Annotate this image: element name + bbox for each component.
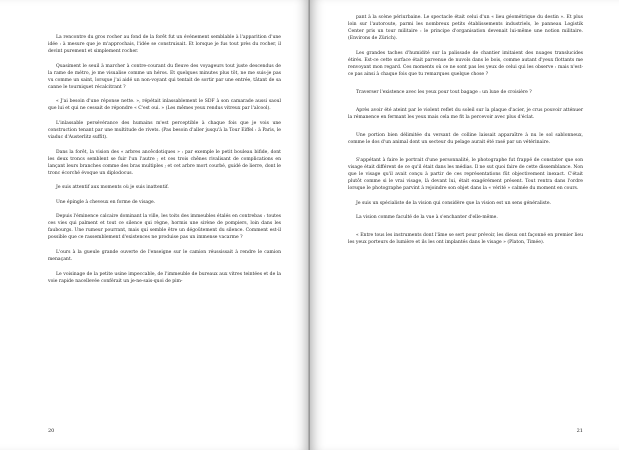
paragraph-rivets: L'inlassable persévérance des humains m'est perceptible à chaque fois que je vois une construction tenant par une multitude de rivets. (Pas besoin d'aller jusqu'à la Tour Eiffel : à Paris, le viaduc d'Austerlitz suffit). [48,120,281,141]
paragraph-rocher: La rencontre du gros rocher au fond de la forêt fut un événement semblable à l'apparition d'une idée : à mesure que je m'approchais, l'idée se construisait. Et lorsque je fus tout près du rocher, il devint purement et simplement rocher. [48,35,281,55]
paragraph-specialiste: Je suis un spécialiste de la vision qui considère que la vision est un sens généraliste. [356,200,551,206]
paragraph-sdf: « J'ai besoin d'une réponse nette. », répétait inlassablement le SDF à son camarade aussi saoul que lui et qui ne cessait de répondre « C'est oui. » (Les mêmes yeux rendus vitreux par l'alcool). [48,99,281,112]
paragraph-photographe: S'appétant à faire le portrait d'une personnalité, le photographe fut frappé de constater que son visage était différent de ce qu'il était dans les médias. Il ne sut quoi faire de cette dissemblance. Non que le visage qu'il avait conçu à partir de ces représentations fût objectivement inexact. C'était plutôt comme si le vrai visage, là devant lui, était exagérément présent. Tout rentra dans l'ordre lorsque le photographe parvint à rejoindre son objet dans la « vérité » calmée du moment en cours. [348,158,583,192]
paragraph-reflet: Après avoir été ateint par le violent reflet du soleil sur la plaque d'acier, je crus pouvoir atténuer la rémanence en fermant les yeux mais cela me fit la percevoir avec plus d'éclat. [348,107,583,120]
paragraph-heros: Quasiment le seuil à marcher à contre-courant du fleuve des voyageurs tout juste descendus de la rame de métro, je me visualise comme un héros. Et quelques minutes plus tôt, ne me suis-je pas vu comme un saint, lorsque j'ai aidé un non-voyant qui tentait de sortir par une entrée, tâtant de sa canne le tourniquet récalcitrant ? [48,63,281,90]
page-number-right: 21 [576,428,583,434]
paragraph-voisinage: Le voisinage de la petite usine impeccable, de l'immeuble de bureaux aux vitres teintées et de la voie rapide nacellevée conférait un je-ne-sais-quoi de pim- [48,271,281,284]
paragraph-faculte: La vision comme faculté de la vue à s'enchanter d'elle-même. [356,215,498,221]
paragraph-taches: Les grandes taches d'humidité sur la palissade de chantier imitaient des nuages translucides étirés. Est-ce cette surface était parvenue de nuvols dans le bois, comme autant d'yeux flottants me renvoyant mon regard. Ces moments où ce ne sont pas les yeux de celui qui les observe : mais n'est-ce pas ainsi à chaque fois que tu remarques quelque chose ? [348,50,583,77]
left-page [0,0,309,450]
paragraph-platon: « Entre tous les instruments dont l'âme se sert pour prévoir, les dieux ont façonné en premier lieu les yeux porteurs de lumière et ils les ont implantés dans le visage » (Platon, Timée). [348,233,583,246]
right-page [310,0,619,450]
paragraph-ours: L'ours à la gueule grande ouverte de l'enseigne sur le camion réussissait à rendre le camion menaçant. [48,250,281,263]
page-number-left: 20 [48,428,55,434]
paragraph-colline: Une portion bien délimitée du versant de colline laissait apparaître à nu le sol sablonneux, comme le dos d'un animal dont un secteur du pelage aurait été rasé par un vétérinaire. [348,133,583,146]
paragraph-eminence: Depuis l'éminence calcaire dominant la ville, les toits des immeubles étalés en contrebas : toutes ces vies qui palment et tout ce silence qui règne, hormis une sirène de pompiers, loin dans les faubourgs. Une rumeur pourrant, mais qui semble être un dégoûtement du silence. Comment est-il possible que ce rassemblement d'existences ne produise pas un immense vacarme ? [48,214,281,241]
paragraph-periurbain: pant à la scène périurbaine. Le spectacle était celui d'un « lieu géométrique du destin ». Et plus loin sur l'autoroute, parmi les nombreux petits établissements industriels, le panneau Logistik Center pris un tour militaire : le principe d'organisation devenait lui-même une notion militaire. (Environs de Zürich). [348,15,583,42]
paragraph-epingle: Une épingle à cheveux en forme de visage. [56,199,156,205]
paragraph-bagage: Traverser l'existence avec les yeux pour tout bagage : un luxe de croisière ? [356,89,532,95]
paragraph-arbres: Dans la forêt, la vision des « arbres ancêcdotiques » : par exemple le petit bouleau bifide, dont les deux troncs semblent se fuir l'un l'autre ; et ces trois chênes rivalisant de complications en lançant leurs branches comme des bras multiples ; et cet arbre mort courbé, guidé de lierre, dont le tronc écorché évoque un diplodocus. [48,149,281,176]
paragraph-inattentif: Je suis attentif aux moments où je suis inattentif. [56,185,169,191]
